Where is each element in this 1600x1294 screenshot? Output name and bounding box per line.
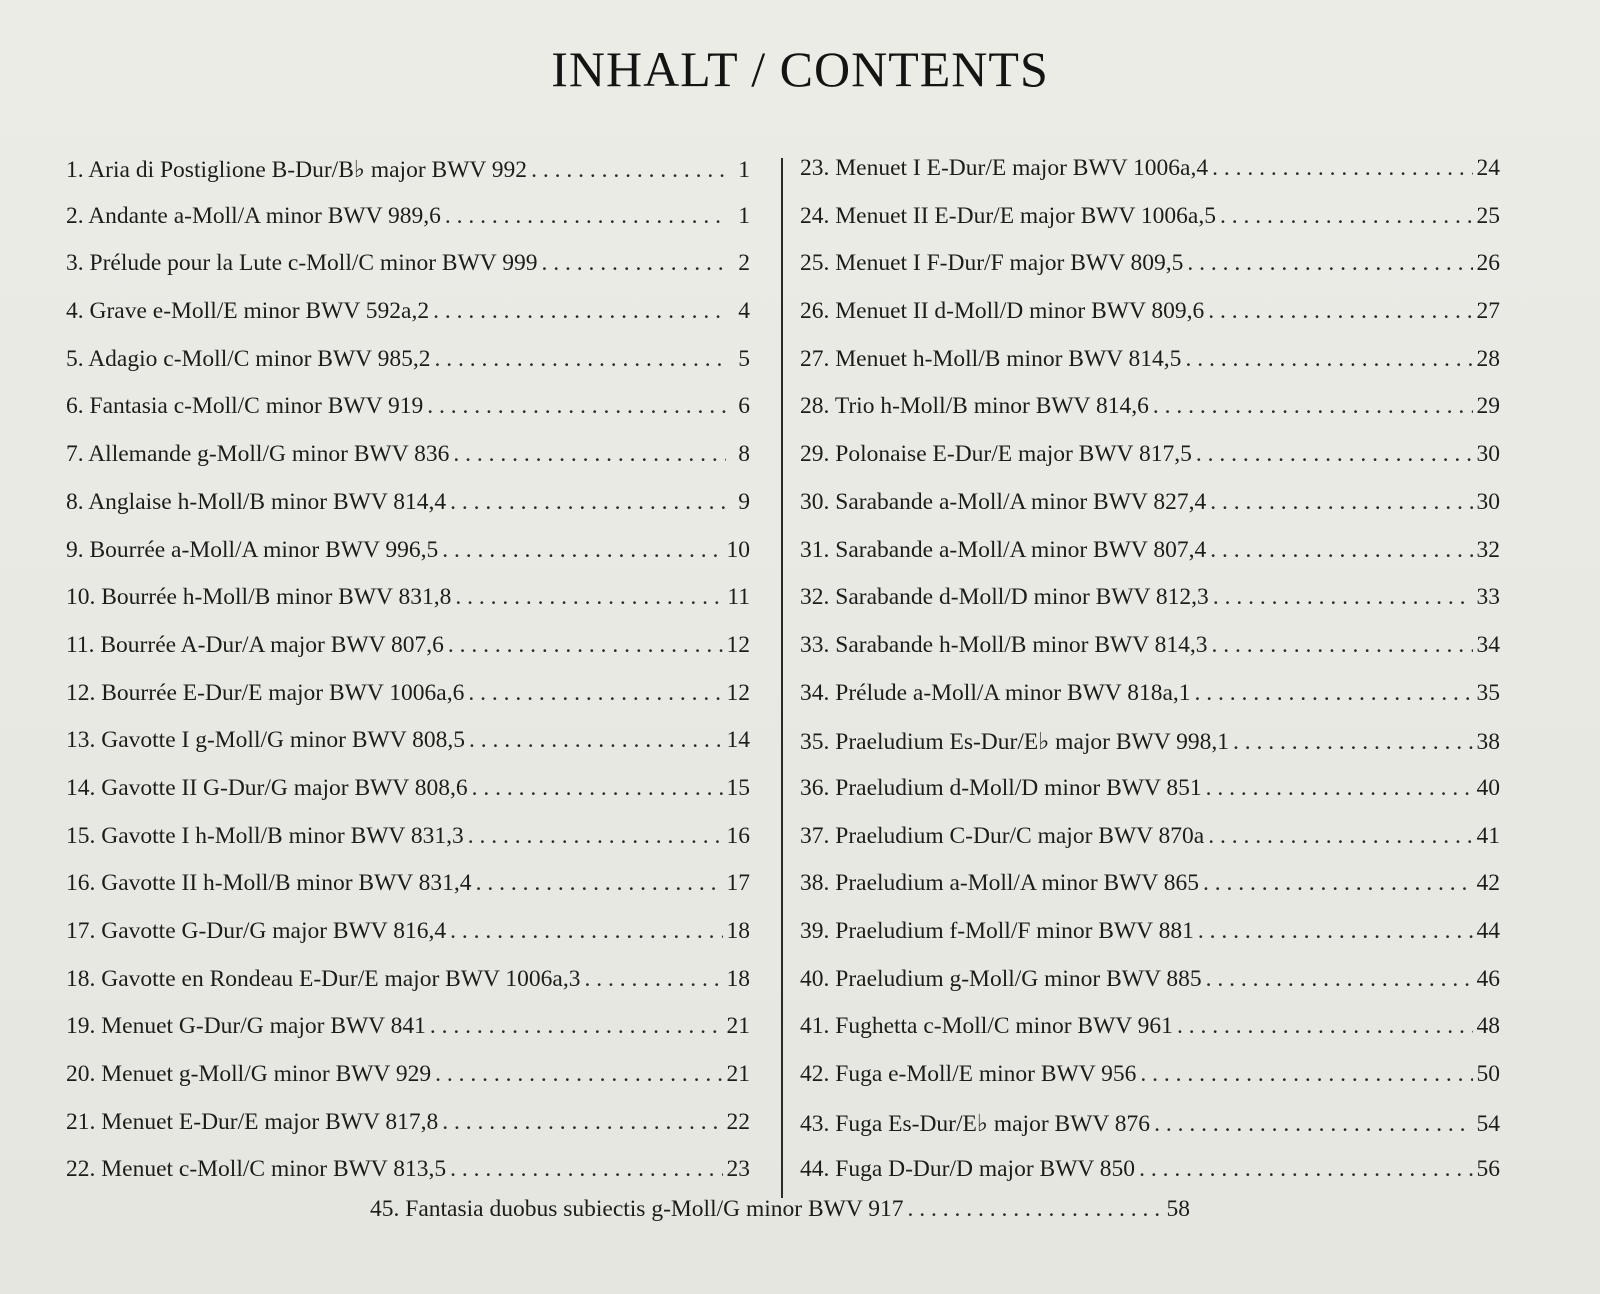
entry-title: 28. Trio h-Moll/B minor BWV 814,6: [800, 393, 1149, 420]
contents-entry[interactable]: [66, 1109, 750, 1157]
entry-title: 41. Fughetta c-Moll/C minor BWV 961: [800, 1013, 1173, 1040]
dot-leader: [442, 537, 722, 564]
entry-page-number: 28: [1476, 345, 1500, 372]
contents-entry[interactable]: [66, 680, 750, 728]
dot-leader: [531, 157, 726, 184]
entry-page-number: 25: [1476, 202, 1500, 229]
dot-leader: [453, 441, 726, 468]
entry-page-number: 54: [1476, 1110, 1500, 1137]
entry-page-number: 10: [726, 536, 750, 563]
contents-entry[interactable]: [66, 346, 750, 394]
entry-page-number: 35: [1476, 679, 1500, 706]
entry-title: 45. Fantasia duobus subiectis g-Moll/G minor BWV 917: [370, 1196, 904, 1222]
entry-page-number: 42: [1476, 870, 1500, 897]
entry-page-number: 38: [1476, 729, 1500, 756]
contents-entry[interactable]: [66, 393, 750, 441]
dot-leader: [468, 823, 723, 850]
entry-title: 17. Gavotte G-Dur/G major BWV 816,4: [66, 918, 447, 944]
dot-leader: [445, 203, 726, 230]
entry-title: 20. Menuet g-Moll/G minor BWV 929: [66, 1061, 432, 1088]
entry-page-number: 56: [1476, 1156, 1500, 1183]
contents-entry[interactable]: [66, 823, 750, 871]
contents-entry[interactable]: [66, 584, 750, 632]
dot-leader: [1198, 918, 1473, 945]
entry-title: 37. Praeludium C-Dur/C major BWV 870a: [800, 822, 1205, 849]
entry-page-number: 1: [738, 202, 750, 229]
column-divider: [781, 158, 783, 1198]
dot-leader: [476, 870, 723, 897]
entry-title: 36. Praeludium d-Moll/D minor BWV 851: [800, 774, 1202, 801]
contents-entry[interactable]: [66, 489, 750, 537]
entry-title: 4. Grave e-Moll/E minor BWV 592a,2: [66, 298, 430, 325]
entry-title: 22. Menuet c-Moll/C minor BWV 813,5: [66, 1156, 447, 1183]
entry-page-number: 29: [1476, 393, 1500, 420]
entry-page-number: 46: [1476, 965, 1500, 992]
entry-title: 3. Prélude pour la Lute c-Moll/C minor BWV 999: [66, 250, 538, 277]
dot-leader: [1203, 870, 1472, 897]
contents-entry[interactable]: [800, 346, 1500, 394]
entry-page-number: 8: [738, 441, 750, 468]
entry-page-number: 23: [726, 1156, 750, 1183]
contents-entry[interactable]: [800, 966, 1500, 1014]
dot-leader: [1139, 1156, 1472, 1183]
entry-title: 16. Gavotte II h-Moll/B minor BWV 831,4: [66, 870, 472, 897]
entry-title: 25. Menuet I F-Dur/F major BWV 809,5: [800, 250, 1184, 277]
entry-title: 34. Prélude a-Moll/A minor BWV 818a,1: [800, 679, 1191, 706]
entry-page-number: 26: [1476, 250, 1500, 277]
contents-entry[interactable]: [800, 298, 1500, 346]
entry-title: 32. Sarabande d-Moll/D minor BWV 812,3: [800, 584, 1209, 611]
entry-title: 12. Bourrée E-Dur/E major BWV 1006a,6: [66, 679, 465, 706]
dot-leader: [450, 918, 722, 945]
contents-entry[interactable]: [66, 775, 750, 823]
dot-leader: [442, 1109, 722, 1136]
entry-page-number: 44: [1476, 918, 1500, 944]
entry-title: 31. Sarabande a-Moll/A minor BWV 807,4: [800, 536, 1207, 563]
entry-title: 43. Fuga Es-Dur/E♭ major BWV 876: [800, 1110, 1151, 1137]
contents-entry[interactable]: [66, 203, 750, 251]
contents-entry[interactable]: [66, 537, 750, 585]
dot-leader: [585, 966, 723, 993]
dot-leader: [1210, 489, 1472, 516]
contents-entry[interactable]: [800, 155, 1500, 203]
contents-entry[interactable]: [800, 1013, 1500, 1061]
entry-page-number: 27: [1476, 298, 1500, 325]
entry-title: 14. Gavotte II G-Dur/G major BWV 808,6: [66, 774, 468, 801]
entry-page-number: 16: [726, 822, 750, 849]
entry-page-number: 21: [726, 1061, 750, 1088]
entry-title: 13. Gavotte I g-Moll/G minor BWV 808,5: [66, 727, 466, 754]
entry-page-number: 18: [726, 965, 750, 992]
entry-title: 21. Menuet E-Dur/E major BWV 817,8: [66, 1108, 439, 1135]
contents-entry[interactable]: [800, 680, 1500, 728]
page-title: INHALT / CONTENTS: [551, 41, 1049, 97]
contents-entry-final[interactable]: [370, 1196, 1190, 1244]
entry-title: 24. Menuet II E-Dur/E major BWV 1006a,5: [800, 202, 1216, 229]
entry-page-number: 17: [726, 870, 750, 897]
dot-leader: [450, 1156, 722, 1183]
entry-page-number: 18: [726, 918, 750, 944]
entry-page-number: 22: [726, 1108, 750, 1135]
entry-title: 42. Fuga e-Moll/E minor BWV 956: [800, 1061, 1137, 1088]
contents-entry[interactable]: [800, 727, 1500, 775]
dot-leader: [1208, 298, 1472, 325]
dot-leader: [1187, 250, 1472, 277]
contents-column-left: [66, 155, 750, 1204]
dot-leader: [468, 680, 722, 707]
entry-title: 27. Menuet h-Moll/B minor BWV 814,5: [800, 345, 1182, 372]
contents-entry[interactable]: [66, 632, 750, 680]
dot-leader: [455, 584, 723, 611]
contents-entry[interactable]: [66, 1061, 750, 1109]
contents-entry[interactable]: [800, 632, 1500, 680]
contents-entry[interactable]: [66, 870, 750, 918]
entry-page-number: 24: [1476, 155, 1500, 181]
entry-title: 1. Aria di Postiglione B-Dur/B♭ major BWV 992: [66, 157, 528, 183]
dot-leader: [1196, 441, 1473, 468]
dot-leader: [1212, 155, 1472, 182]
entry-page-number: 30: [1476, 488, 1500, 515]
dot-leader: [433, 298, 726, 325]
entry-title: 23. Menuet I E-Dur/E major BWV 1006a,4: [800, 155, 1209, 181]
entry-page-number: 6: [738, 393, 750, 420]
entry-page-number: 11: [727, 584, 750, 611]
contents-entry[interactable]: [800, 918, 1500, 966]
entry-title: 7. Allemande g-Moll/G minor BWV 836: [66, 441, 450, 468]
dot-leader: [469, 727, 722, 754]
entry-title: 30. Sarabande a-Moll/A minor BWV 827,4: [800, 488, 1207, 515]
contents-entry[interactable]: [800, 870, 1500, 918]
dot-leader: [1140, 1061, 1472, 1088]
entry-title: 18. Gavotte en Rondeau E-Dur/E major BWV 1006a,3: [66, 965, 581, 992]
entry-page-number: 32: [1476, 536, 1500, 563]
entry-page-number: 2: [738, 250, 750, 277]
contents-entry[interactable]: [800, 1109, 1500, 1157]
entry-page-number: 1: [738, 157, 750, 183]
entry-title: 6. Fantasia c-Moll/C minor BWV 919: [66, 393, 424, 420]
entry-page-number: 30: [1476, 441, 1500, 468]
entry-page-number: 40: [1476, 774, 1500, 801]
dot-leader: [1154, 1111, 1472, 1138]
entry-page-number: 41: [1476, 822, 1500, 849]
dot-leader: [1233, 729, 1472, 756]
dot-leader: [541, 250, 726, 277]
dot-leader: [1212, 632, 1473, 659]
contents-entry[interactable]: [800, 250, 1500, 298]
dot-leader: [1220, 203, 1473, 230]
dot-leader: [1185, 346, 1472, 373]
dot-leader: [430, 1013, 723, 1040]
entry-title: 8. Anglaise h-Moll/B minor BWV 814,4: [66, 488, 447, 515]
dot-leader: [908, 1196, 1163, 1223]
entry-page-number: 9: [738, 488, 750, 515]
entry-title: 15. Gavotte I h-Moll/B minor BWV 831,3: [66, 822, 464, 849]
contents-column-right: [800, 155, 1500, 1204]
dot-leader: [1177, 1013, 1473, 1040]
entry-page-number: 48: [1476, 1013, 1500, 1040]
contents-entry[interactable]: [800, 537, 1500, 585]
contents-entry[interactable]: [800, 441, 1500, 489]
contents-entry[interactable]: [66, 918, 750, 966]
contents-entry[interactable]: [800, 584, 1500, 632]
contents-entry[interactable]: [66, 155, 750, 203]
entry-title: 2. Andante a-Moll/A minor BWV 989,6: [66, 202, 441, 229]
entry-title: 26. Menuet II d-Moll/D minor BWV 809,6: [800, 298, 1205, 325]
dot-leader: [1206, 966, 1473, 993]
contents-entry[interactable]: [800, 393, 1500, 441]
contents-entry[interactable]: [800, 489, 1500, 537]
contents-entry[interactable]: [800, 203, 1500, 251]
contents-entry[interactable]: [66, 1013, 750, 1061]
contents-entry[interactable]: [66, 250, 750, 298]
contents-entry[interactable]: [66, 298, 750, 346]
entry-title: 29. Polonaise E-Dur/E major BWV 817,5: [800, 441, 1192, 468]
dot-leader: [434, 346, 726, 373]
entry-page-number: 4: [738, 298, 750, 325]
contents-entry[interactable]: [66, 966, 750, 1014]
entry-title: 33. Sarabande h-Moll/B minor BWV 814,3: [800, 631, 1208, 658]
dot-leader: [1208, 823, 1472, 850]
entry-page-number: 34: [1476, 631, 1500, 658]
entry-page-number: 15: [726, 774, 750, 801]
entry-title: 19. Menuet G-Dur/G major BWV 841: [66, 1013, 426, 1040]
entry-title: 39. Praeludium f-Moll/F minor BWV 881: [800, 918, 1194, 944]
entry-title: 5. Adagio c-Moll/C minor BWV 985,2: [66, 345, 431, 372]
dot-leader: [1195, 680, 1473, 707]
entry-title: 44. Fuga D-Dur/D major BWV 850: [800, 1156, 1136, 1183]
entry-page-number: 58: [1166, 1196, 1190, 1222]
dot-leader: [448, 632, 723, 659]
entry-page-number: 50: [1476, 1061, 1500, 1088]
dot-leader: [427, 393, 726, 420]
dot-leader: [1213, 584, 1473, 611]
entry-title: 40. Praeludium g-Moll/G minor BWV 885: [800, 965, 1202, 992]
entry-page-number: 12: [726, 679, 750, 706]
dot-leader: [1153, 393, 1473, 420]
entry-page-number: 12: [726, 631, 750, 658]
entry-title: 35. Praeludium Es-Dur/E♭ major BWV 998,1: [800, 729, 1230, 756]
entry-title: 38. Praeludium a-Moll/A minor BWV 865: [800, 870, 1200, 897]
dot-leader: [472, 775, 723, 802]
entry-page-number: 33: [1476, 584, 1500, 611]
contents-entry[interactable]: [800, 823, 1500, 871]
dot-leader: [1210, 537, 1472, 564]
entry-title: 11. Bourrée A-Dur/A major BWV 807,6: [66, 631, 444, 658]
dot-leader: [1206, 775, 1473, 802]
entry-page-number: 14: [726, 727, 750, 754]
contents-entry[interactable]: [66, 441, 750, 489]
entry-title: 9. Bourrée a-Moll/A minor BWV 996,5: [66, 536, 439, 563]
contents-entry[interactable]: [800, 1061, 1500, 1109]
contents-entry[interactable]: [66, 727, 750, 775]
entry-page-number: 5: [738, 345, 750, 372]
entry-title: 10. Bourrée h-Moll/B minor BWV 831,8: [66, 584, 452, 611]
entry-page-number: 21: [726, 1013, 750, 1040]
contents-entry[interactable]: [800, 775, 1500, 823]
dot-leader: [435, 1061, 722, 1088]
dot-leader: [450, 489, 726, 516]
